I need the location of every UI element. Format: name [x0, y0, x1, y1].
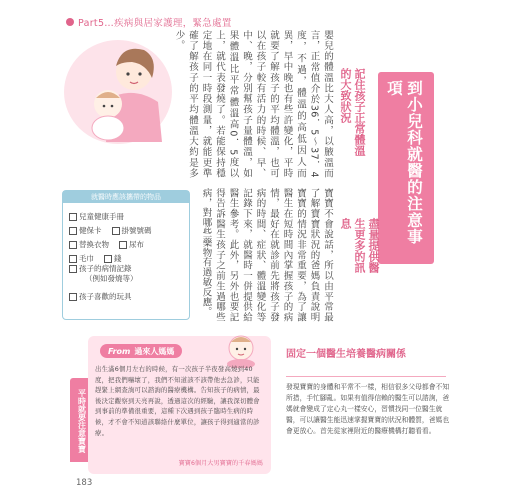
checkbox-icon: [69, 293, 77, 301]
checklist-box: [62, 190, 190, 320]
section-heading-2: 盡量提供醫生更多的訊息: [339, 218, 380, 273]
checklist-item[interactable]: 兒童健康手冊: [69, 211, 124, 222]
page-title: 到小兒科就醫的注意事項: [385, 80, 423, 245]
checklist-row: [69, 225, 152, 236]
testimonial-title: 過來人媽媽: [134, 346, 175, 356]
checklist-item[interactable]: 孩子的病情記錄: [69, 263, 132, 274]
checkbox-icon: [69, 227, 77, 235]
tip-text: 發現寶寶的身體和平常不一樣，相信很多父母都會不知所措，手忙腳亂。如果有值得信賴的醫生可以諮詢，爸媽就會變成了定心丸一樣安心，習慣找同一位醫生就醫，可以讓醫生能迅速掌握寶寶的狀況和體質，爸媽也會更放心。首先從家裡附近的醫療機構打聽看看。: [286, 383, 450, 435]
from-label: From: [108, 346, 131, 356]
checklist-note: （例如發燒等）: [85, 274, 138, 283]
checkbox-icon: [69, 241, 77, 249]
checkbox-icon: [69, 265, 77, 273]
side-tab-label: 平時就要注意寶寶: [77, 389, 87, 453]
checkbox-icon: [69, 213, 77, 221]
section-heading-1: 記住孩子正常體溫的大致狀況: [339, 68, 366, 156]
mother-baby-illustration: [62, 38, 174, 146]
header-title: Part5…疾病與居家護理，緊急處置: [78, 18, 232, 29]
checkbox-icon: [119, 241, 127, 249]
tip-divider: [286, 376, 446, 377]
checklist-title: 就醫時應該攜帶的物品: [63, 191, 189, 203]
checklist-item[interactable]: 毛巾: [69, 253, 94, 264]
checklist-item[interactable]: 尿布: [119, 239, 144, 250]
checklist-item[interactable]: 錢: [104, 253, 122, 264]
checklist-row: [69, 291, 132, 302]
checklist-item[interactable]: 孩子喜歡的玩具: [69, 291, 132, 302]
checklist-row: [69, 239, 144, 250]
section-body-1: 嬰兒的體溫比大人高，以腋溫而言，正常值介於36．5～37．4度，不過，體溫的高低因人而異，早中晚也有些許變化，平時就要了解孩子的平均體溫，也可以在孩子較有活力的時候、早、中、晚，分別幫孩子量體溫，如果體溫比平常體溫高0．5度以上，就代表發燒了。若能保持穩定地在同一時段測量，就能更準確了解孩子的平均體溫大約是多少。: [173, 30, 333, 178]
checkbox-icon: [112, 227, 120, 235]
checkbox-icon: [69, 255, 77, 263]
checklist-item[interactable]: 掛號號碼: [112, 225, 152, 236]
checkbox-icon: [104, 255, 112, 263]
baby-illustration: [219, 332, 263, 368]
checklist-row: [69, 211, 124, 222]
section-body-2: 寶寶不會說話，所以由平常最了解寶寶狀況的爸媽負責說明寶寶的情況非常重要，為了讓醫生在短時間內掌握孩子的病情，最好在就診前先將孩子發病的時間、症狀、體溫變化等記錄下來，就醫時一併提供給醫生參考。此外，另外也要記得告訴醫生孩子之前生過哪些病，對哪些藥物有過敏反應。: [200, 188, 333, 322]
section-dot-icon: [66, 18, 74, 26]
page-header: [66, 14, 232, 30]
testimonial-text: 出生滿6個月左右的時候，有一次孩子半夜發高燒到40度，把我們嚇壞了，我們不知道該不該帶他去急診，只能趕緊上網查詢可以諮詢的醫療機構。告知孩子的病情，最後決定觀察到天亮再說，透過這次的經驗，讓我深切體會到事前的準備很重要，這種下次遇到孩子臨時生病的時候，才不會不知道該聯絡什麼單位，讓孩子得到適當的診療。: [95, 365, 260, 437]
testimonial-box: [88, 336, 271, 474]
tip-title: 固定一個醫生培養醫病關係: [286, 349, 406, 360]
page-number: 183: [76, 478, 93, 488]
checklist-item[interactable]: 健保卡: [69, 225, 102, 236]
testimonial-tag: [100, 344, 182, 358]
testimonial-signature: 寶寶6個月大男寶寶的千春媽媽: [178, 460, 263, 467]
checklist-item[interactable]: 替換衣物: [69, 239, 109, 250]
